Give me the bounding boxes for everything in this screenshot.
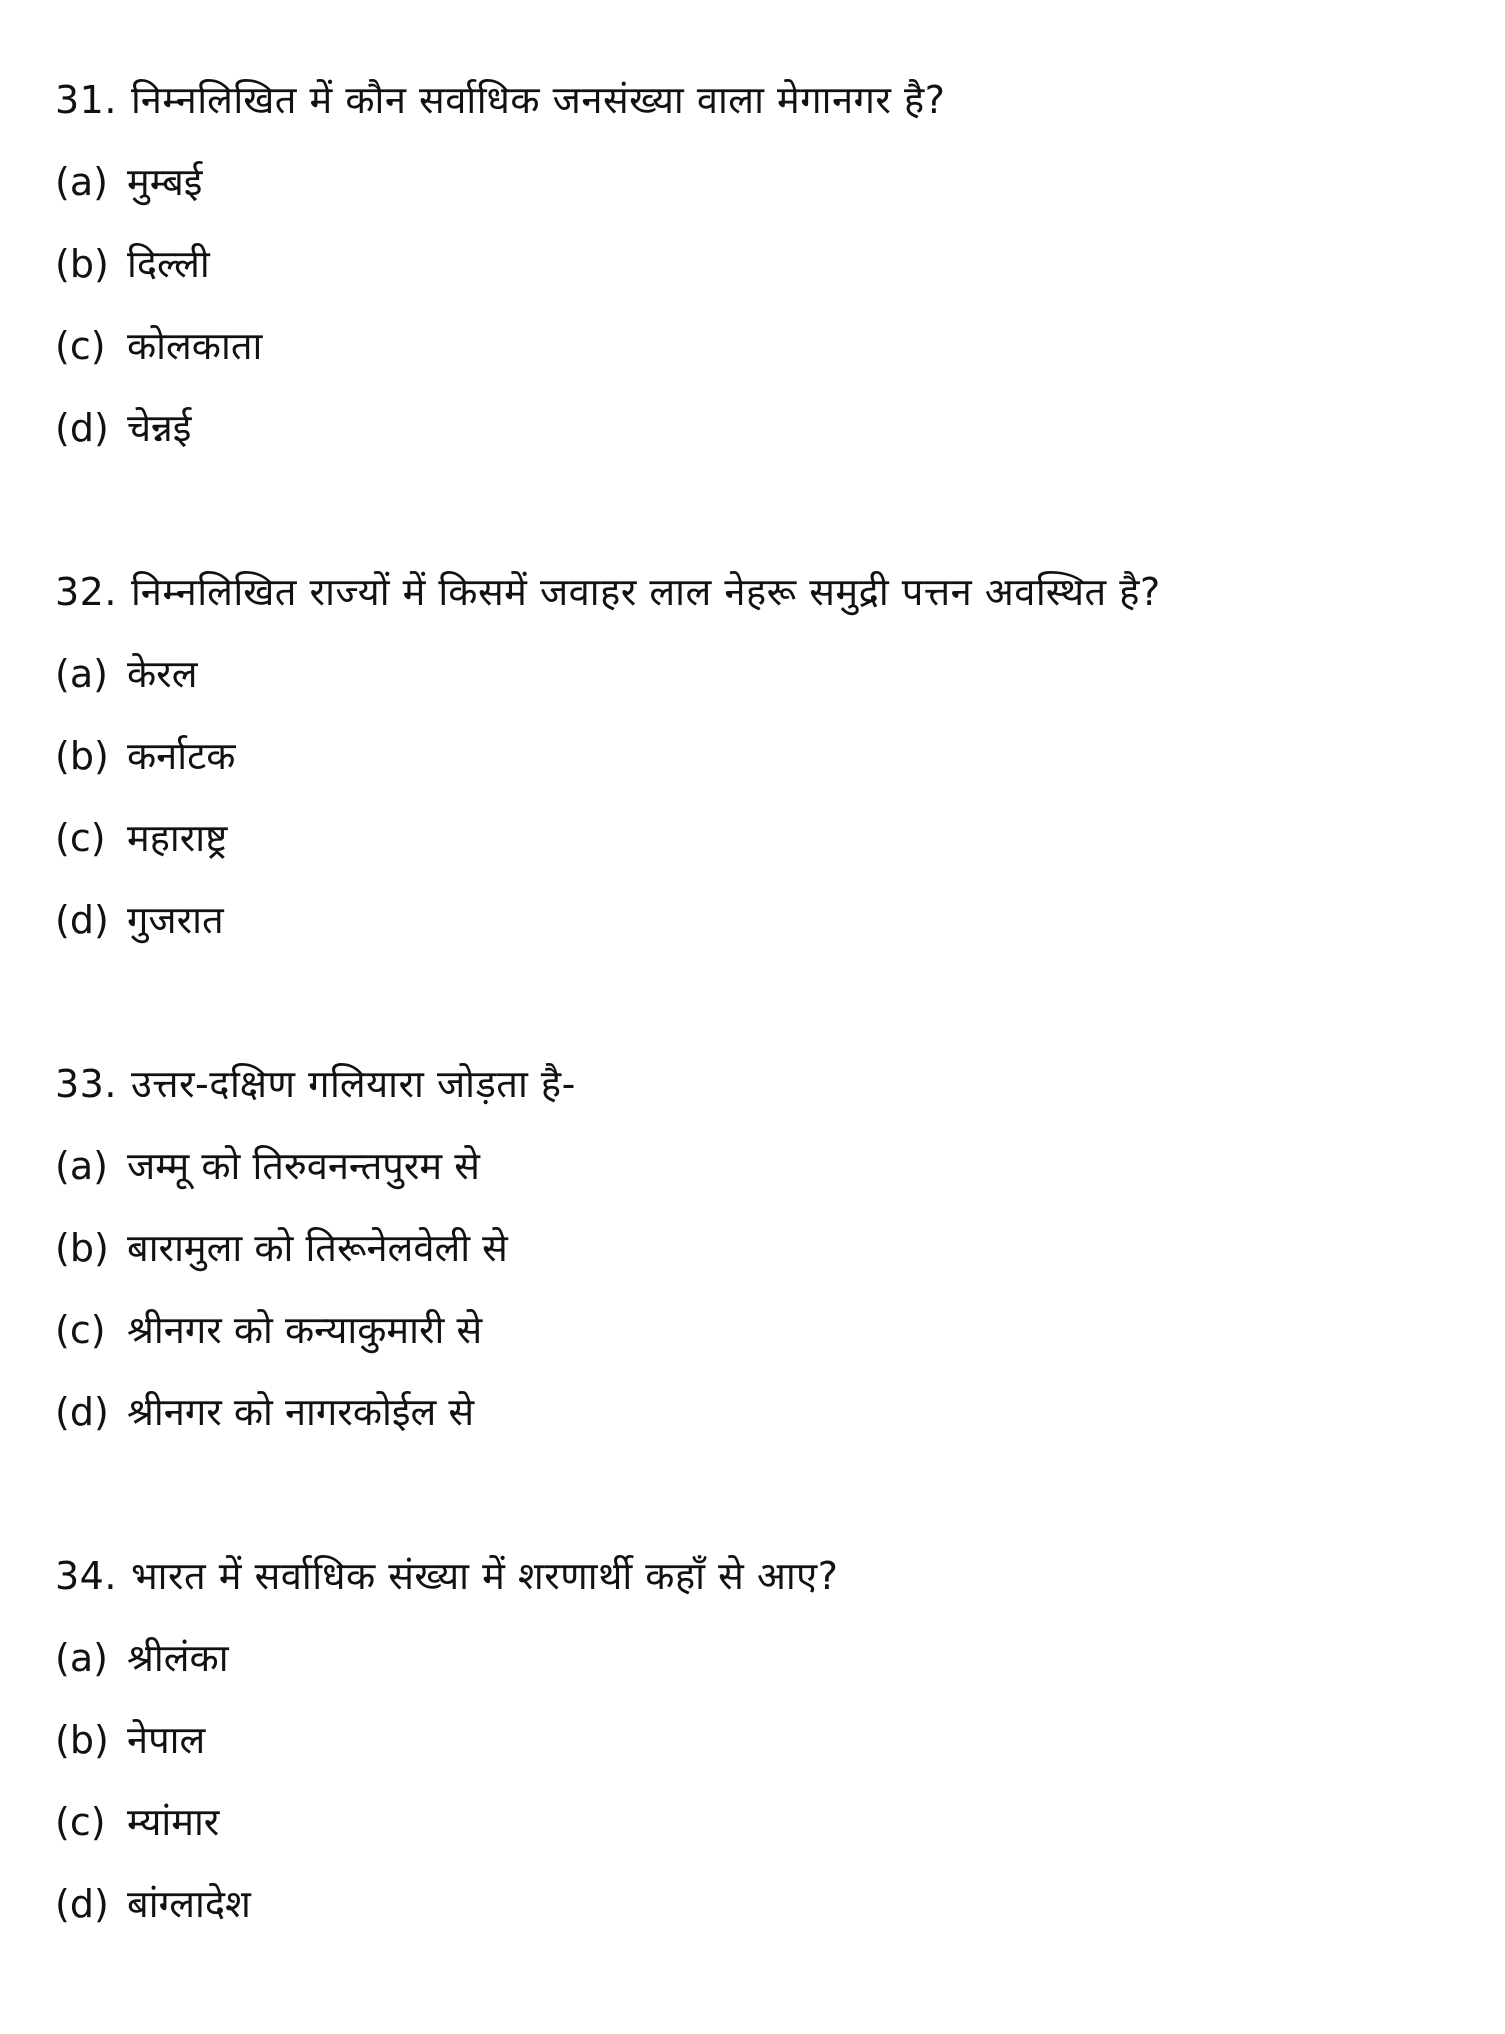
option-text: श्रीलंका <box>127 1636 229 1680</box>
option-label: (c) <box>55 1308 106 1352</box>
option-label: (c) <box>55 816 106 860</box>
option-c <box>55 808 1475 890</box>
option-text: बांग्लादेश <box>127 1882 251 1926</box>
question-32 <box>55 562 1475 972</box>
option-c <box>55 316 1475 398</box>
question-number: 31. <box>55 78 117 122</box>
question-text-line <box>55 562 1475 644</box>
question-text-line <box>55 1546 1475 1628</box>
question-text: निम्नलिखित में कौन सर्वाधिक जनसंख्या वाला मेगानगर है? <box>130 78 946 122</box>
question-number: 34. <box>55 1554 117 1598</box>
question-number: 32. <box>55 570 117 614</box>
option-label: (a) <box>55 1144 108 1188</box>
question-34 <box>55 1546 1475 1956</box>
option-a <box>55 1628 1475 1710</box>
option-a <box>55 644 1475 726</box>
question-text: निम्नलिखित राज्यों में किसमें जवाहर लाल नेहरू समुद्री पत्तन अवस्थित है? <box>130 570 1161 614</box>
option-text: कोलकाता <box>127 324 263 368</box>
option-text: केरल <box>127 652 198 696</box>
option-label: (b) <box>55 1226 109 1270</box>
option-label: (a) <box>55 1636 108 1680</box>
option-c <box>55 1300 1475 1382</box>
option-text: कर्नाटक <box>127 734 236 778</box>
option-text: मुम्बई <box>127 160 203 204</box>
option-d <box>55 1382 1475 1464</box>
option-label: (d) <box>55 406 109 450</box>
option-text: गुजरात <box>127 898 224 942</box>
option-text: श्रीनगर को कन्याकुमारी से <box>127 1308 483 1352</box>
question-text-line <box>55 1054 1475 1136</box>
option-d <box>55 890 1475 972</box>
option-a <box>55 152 1475 234</box>
option-label: (d) <box>55 898 109 942</box>
option-label: (b) <box>55 242 109 286</box>
option-label: (b) <box>55 1718 109 1762</box>
option-b <box>55 1218 1475 1300</box>
question-31 <box>55 70 1475 480</box>
option-text: दिल्ली <box>127 242 210 286</box>
option-a <box>55 1136 1475 1218</box>
option-label: (d) <box>55 1390 109 1434</box>
option-text: नेपाल <box>127 1718 206 1762</box>
option-c <box>55 1792 1475 1874</box>
option-b <box>55 1710 1475 1792</box>
question-number: 33. <box>55 1062 117 1106</box>
option-label: (c) <box>55 1800 106 1844</box>
option-text: बारामुला को तिरूनेलवेली से <box>127 1226 508 1270</box>
option-d <box>55 398 1475 480</box>
option-label: (a) <box>55 652 108 696</box>
option-b <box>55 234 1475 316</box>
question-33 <box>55 1054 1475 1464</box>
option-label: (a) <box>55 160 108 204</box>
question-text-line <box>55 70 1475 152</box>
option-text: महाराष्ट्र <box>127 816 228 860</box>
option-d <box>55 1874 1475 1956</box>
question-text: उत्तर-दक्षिण गलियारा जोड़ता है- <box>130 1062 576 1106</box>
option-b <box>55 726 1475 808</box>
option-text: श्रीनगर को नागरकोईल से <box>127 1390 475 1434</box>
option-text: चेन्नई <box>127 406 192 450</box>
question-text: भारत में सर्वाधिक संख्या में शरणार्थी कहाँ से आए? <box>130 1554 839 1598</box>
option-label: (c) <box>55 324 106 368</box>
option-label: (b) <box>55 734 109 778</box>
option-text: म्यांमार <box>127 1800 220 1844</box>
option-label: (d) <box>55 1882 109 1926</box>
option-text: जम्मू को तिरुवनन्तपुरम से <box>127 1144 480 1188</box>
